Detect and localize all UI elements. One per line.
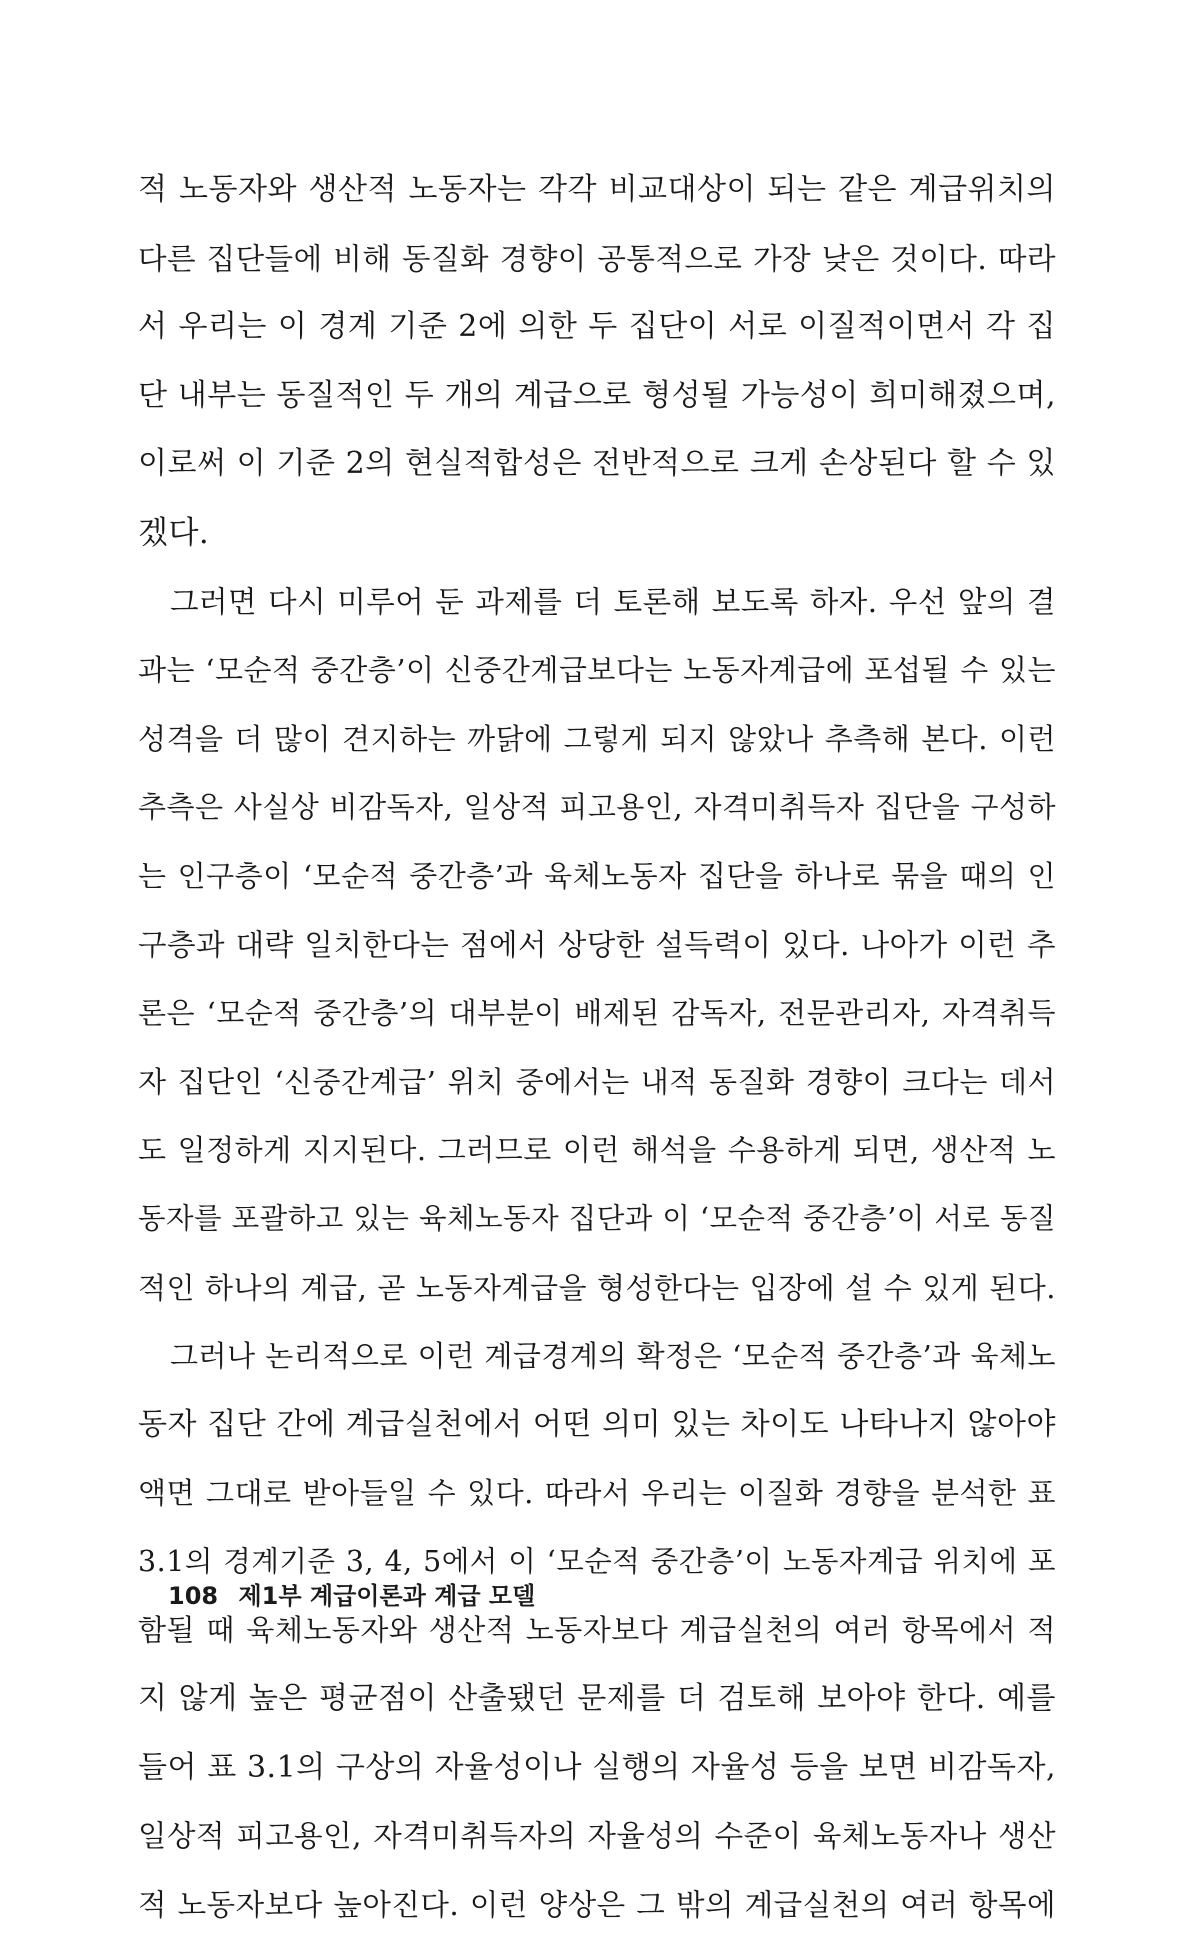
text-line: 자 집단인 ‘신중간계급’ 위치 중에서는 내적 동질화 경향이 크다는 데서 [138, 1064, 1056, 1099]
text-line: 그러나 논리적으로 이런 계급경계의 확정은 ‘모순적 중간층’과 육체노 [170, 1339, 1056, 1374]
text-line: 액면 그대로 받아들일 수 있다. 따라서 우리는 이질화 경향을 분석한 표 [138, 1476, 1056, 1511]
text-line: 들어 표 3.1의 구상의 자율성이나 실행의 자율성 등을 보면 비감독자, [138, 1749, 1056, 1785]
page-number: 108 [168, 1582, 219, 1610]
text-line: 적 노동자와 생산적 노동자는 각각 비교대상이 되는 같은 계급위치의 [138, 172, 1056, 207]
text-line: 서 우리는 이 경계 기준 2에 의한 두 집단이 서로 이질적이면서 각 집 [138, 309, 1056, 345]
text-line: 지 않게 높은 평균점이 산출됐던 문제를 더 검토해 보아야 한다. 예를 [138, 1681, 1056, 1717]
text-line: 겠다. [138, 514, 210, 551]
body-text [138, 168, 1056, 1951]
text-line: 는 인구층이 ‘모순적 중간층’과 육체노동자 집단을 하나로 묶을 때의 인 [138, 858, 1056, 893]
text-line: 도 일정하게 지지된다. 그러므로 이런 해석을 수용하게 되면, 생산적 노 [138, 1133, 1056, 1168]
text-line: 동자를 포괄하고 있는 육체노동자 집단과 이 ‘모순적 중간층’이 서로 동질 [138, 1201, 1057, 1235]
text-line: 적 노동자보다 높아진다. 이런 양상은 그 밖의 계급실천의 여러 항목에 [138, 1887, 1056, 1922]
text-line: 과는 ‘모순적 중간층’이 신중간계급보다는 노동자계급에 포섭될 수 있는 [138, 653, 1056, 688]
text-line: 단 내부는 동질적인 두 개의 계급으로 형성될 가능성이 희미해졌으며, [138, 377, 1056, 413]
text-line: 이로써 이 기준 2의 현실적합성은 전반적으로 크게 손상된다 할 수 있 [138, 446, 1056, 482]
text-line: 일상적 피고용인, 자격미취득자의 자율성의 수준이 육체노동자나 생산 [138, 1819, 1056, 1854]
text-line: 성격을 더 많이 견지하는 까닭에 그렇게 되지 않았나 추측해 본다. 이런 [138, 721, 1056, 756]
text-line: 동자 집단 간에 계급실천에서 어떤 의미 있는 차이도 나타나지 않아야 [138, 1406, 1056, 1442]
text-line: 론은 ‘모순적 중간층’의 대부분이 배제된 감독자, 전문관리자, 자격취득 [138, 996, 1056, 1031]
page-footer [168, 1576, 535, 1611]
text-line: 추측은 사실상 비감독자, 일상적 피고용인, 자격미취득자 집단을 구성하 [138, 790, 1056, 825]
text-line: 함될 때 육체노동자와 생산적 노동자보다 계급실천의 여러 항목에서 적 [138, 1613, 1056, 1648]
text-line: 3.1의 경계기준 3, 4, 5에서 이 ‘모순적 중간층’이 노동자계급 위치에 포 [138, 1544, 1056, 1578]
text-line: 적인 하나의 계급, 곧 노동자계급을 형성한다는 입장에 설 수 있게 된다. [138, 1270, 1056, 1305]
running-title: 제1부 계급이론과 계급 모델 [238, 1582, 536, 1610]
text-line: 그러면 다시 미루어 둔 과제를 더 토론해 보도록 하자. 우선 앞의 결 [170, 584, 1056, 619]
text-line: 다른 집단들에 비해 동질화 경향이 공통적으로 가장 낮은 것이다. 따라 [138, 241, 1056, 276]
text-line: 구층과 대략 일치한다는 점에서 상당한 설득력이 있다. 나아가 이런 추 [138, 927, 1056, 962]
